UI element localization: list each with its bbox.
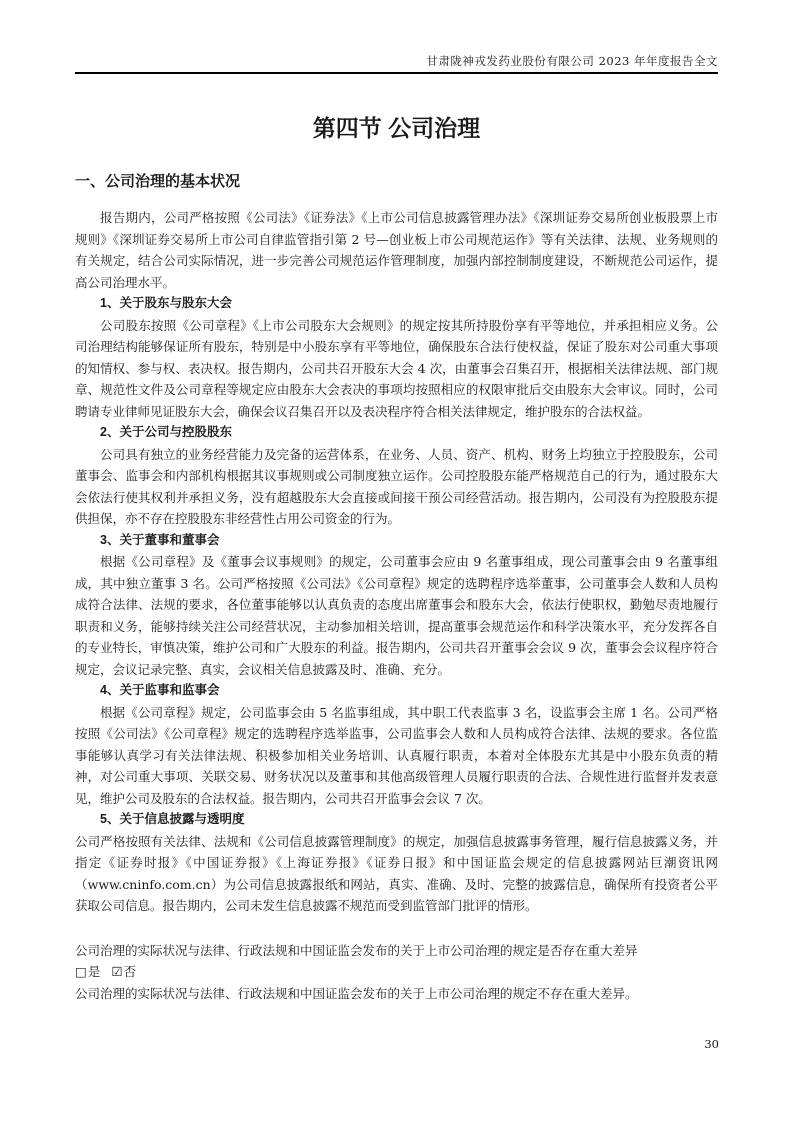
subsection-3-body: 根据《公司章程》及《董事会议事规则》的规定，公司董事会应由 9 名董事组成，现公司董事会由 9 名董事组成，其中独立董事 3 名。公司严格按照《公司法》《公司章程》规定的选聘程序选举董事，公司董事会人数和人员构成符合法律、法规的要求，各位董事能够以认真负责的态度出席董事会和股东大会，依法行使职权，勤勉尽责地履行职责和义务，能够持续关注公司经营状况，主动参加相关培训，提高董事会规范运作和科学决策水平，充分发挥各自的专业特长，审慎决策，维护公司和广大股东的利益。报告期内，公司共召开董事会会议 9 次，董事会会议程序符合规定，会议记录完整、真实，会议相关信息披露及时、准确、充分。 (75, 554, 718, 677)
section-heading: 一、公司治理的基本状况 (75, 173, 241, 190)
checkbox-no-label: 否 (123, 964, 138, 979)
statement-answer: 公司治理的实际状况与法律、行政法规和中国证监会发布的关于上市公司治理的规定不存在重大差异。 (75, 985, 638, 1001)
subsection-1-heading: 1、关于股东与股东大会 (100, 296, 232, 310)
checkbox-option-no (111, 964, 137, 979)
checkbox-line (75, 961, 718, 983)
page-number: 30 (704, 1037, 719, 1051)
subsection-1-body: 公司股东按照《公司章程》《上市公司股东大会规则》的规定按其所持股份享有平等地位，并承担相应义务。公司治理结构能够保证所有股东，特别是中小股东享有平等地位，确保股东合法行使权益，保证了股东对公司重大事项的知情权、参与权、表决权。报告期内，公司共召开股东大会 4 次，由董事会召集召开，根据相关法律法规、部门规章、规范性文件及公司章程等规定应由股东大会表决的事项均按照相应的权限审批后交由股东大会审议。同时，公司聘请专业律师见证股东大会，确保会议召集召开以及表决程序符合相关法律规定，维护股东的合法权益。 (75, 317, 718, 419)
section-body (75, 207, 718, 1004)
subsection-2-heading: 2、关于公司与控股股东 (100, 425, 232, 439)
checkbox-yes-label: 是 (87, 964, 102, 979)
checkbox-option-yes (75, 964, 101, 979)
subsection-5-body: 公司严格按照有关法律、法规和《公司信息披露管理制度》的规定，加强信息披露事务管理，履行信息披露义务，并指定《证券时报》《中国证券报》《上海证券报》《证券日报》和中国证监会规定的信息披露网站巨潮资讯网（www.cninfo.com.cn）为公司信息披露报纸和网站，真实、准确、及时、完整的披露信息，确保所有投资者公平获取公司信息。报告期内，公司未发生信息披露不规范而受到监管部门批评的情形。 (75, 833, 718, 913)
document-header (75, 0, 718, 69)
intro-paragraph: 报告期内，公司严格按照《公司法》《证券法》《上市公司信息披露管理办法》《深圳证券交易所创业板股票上市规则》《深圳证券交易所上市公司自律监管指引第 2 号—创业板上市公司规范运作》等有关法律、法规、业务规则的有关规定，结合公司实际情况，进一步完善公司规范运作管理制度，加强内部控制制度建设，不断规范公司运作，提高公司治理水平。 (75, 210, 718, 290)
checkbox-checked-icon: ☑ (111, 964, 124, 979)
subsection-3-heading: 3、关于董事和董事会 (100, 532, 220, 547)
chapter-title: 第四节 公司治理 (312, 115, 481, 141)
subsection-5-heading: 5、关于信息披露与透明度 (100, 812, 245, 826)
statement-question: 公司治理的实际状况与法律、行政法规和中国证监会发布的关于上市公司治理的规定是否存在重大差异 (75, 942, 638, 958)
subsection-4-heading: 4、关于监事和监事会 (100, 683, 220, 697)
checkbox-unchecked-icon: □ (75, 964, 88, 979)
subsection-4-body: 根据《公司章程》规定，公司监事会由 5 名监事组成，其中职工代表监事 3 名，设监事会主席 1 名。公司严格按照《公司法》《公司章程》规定的选聘程序选举监事，公司监事会人数和人员构成符合法律、法规的要求。各位监事能够认真学习有关法律法规、积极参加相关业务培训、认真履行职责，本着对全体股东尤其是中小股东负责的精神，对公司重大事项、关联交易、财务状况以及董事和其他高级管理人员履行职责的合法、合规性进行监督并发表意见，维护公司及股东的合法权益。报告期内，公司共召开监事会会议 7 次。 (75, 704, 718, 806)
document-header-text: 甘肃陇神戎发药业股份有限公司 2023 年年度报告全文 (426, 54, 718, 68)
header-rule (75, 72, 718, 74)
subsection-2-body: 公司具有独立的业务经营能力及完备的运营体系，在业务、人员、资产、机构、财务上均独立于控股股东，公司董事会、监事会和内部机构根据其议事规则或公司制度独立运作。公司控股股东能严格规范自己的行为，通过股东大会依法行使其权利并承担义务，没有超越股东大会直接或间接干预公司经营活动。报告期内，公司没有为控股股东提供担保，亦不存在控股股东非经营性占用公司资金的行为。 (75, 446, 718, 526)
